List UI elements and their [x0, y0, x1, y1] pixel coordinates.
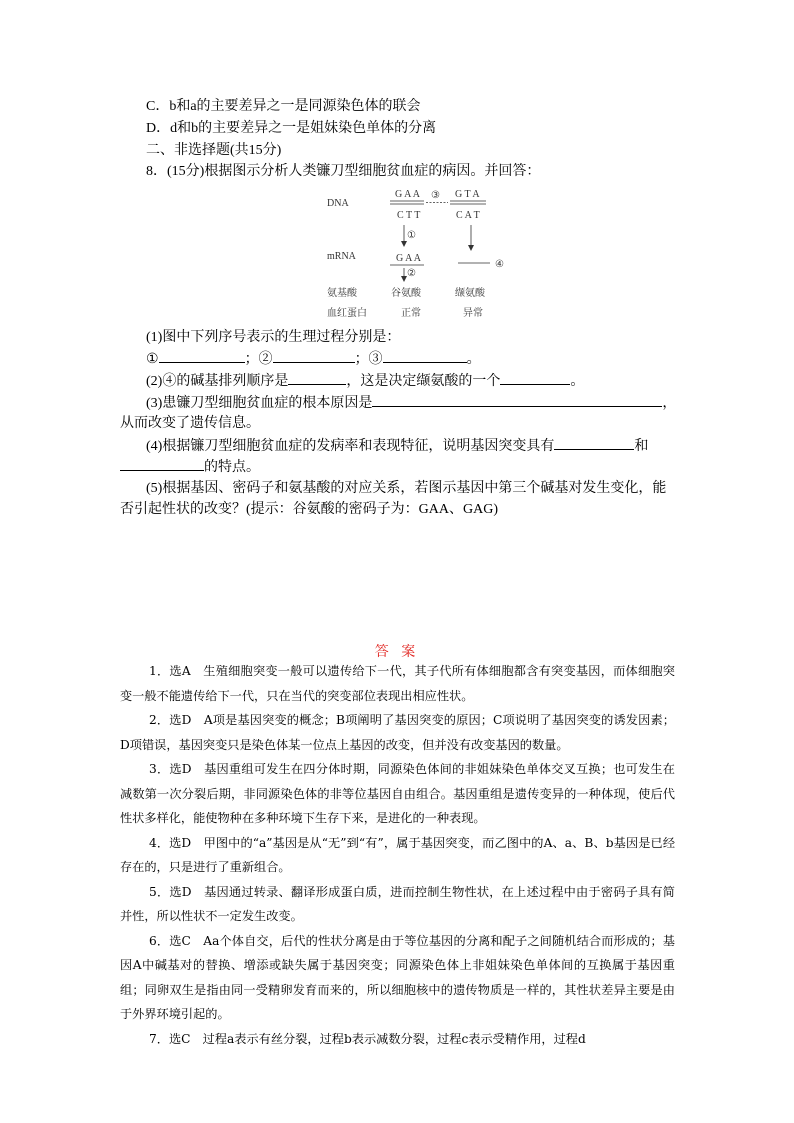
sub-question-4-cont	[120, 456, 260, 479]
answer-1: 1．选A 生殖细胞突变一般可以遗传给下一代，其子代所有体细胞都含有突变基因，而体细胞突变一般不能遗传给下一代，只在当代的突变部位表现出相应性状。	[120, 664, 675, 703]
aa-abnormal: 缬氨酸	[455, 288, 485, 299]
sub-question-1-blanks	[146, 348, 481, 371]
sub-question-3	[146, 392, 676, 415]
answers-title: 答 案	[374, 644, 420, 660]
answer-7: 7．选C 过程a表示有丝分裂，过程b表示减数分裂，过程c表示受精作用，过程d	[149, 1031, 586, 1046]
option-d: D．d和b的主要差异之一是姐妹染色单体的分离	[146, 121, 437, 136]
blank-root-cause[interactable]	[372, 392, 662, 407]
sub-question-4	[146, 435, 648, 458]
dna-top-left: G A A	[395, 189, 421, 200]
section-title: 二、非选择题(共15分)	[146, 143, 282, 158]
answer-3: 3．选D 基因重组可发生在四分体时期，同源染色体间的非姐妹染色单体交叉互换；也可发生在减数第一次分裂后期，非同源染色体的非等位基因自由组合。基因重组是遗传变异的一种体现，使后代性状多样化，能使物种在多种环境下生存下来，是进化的一种表现。	[120, 762, 675, 825]
dna-label: DNA	[327, 198, 349, 209]
dna-top-right: G T A	[455, 189, 480, 200]
blank-1[interactable]	[159, 348, 245, 363]
blank-codon[interactable]	[500, 370, 570, 385]
sub-question-3-cont: 从而改变了遗传信息。	[120, 416, 260, 431]
abnormal-label: 异常	[463, 308, 483, 319]
question-8-stem: 8．(15分)根据图示分析人类镰刀型细胞贫血症的病因。并回答：	[146, 164, 541, 179]
sub-question-2-text-a: (2)④的碱基排列顺序是	[146, 374, 289, 389]
option-c: C．b和a的主要差异之一是同源染色体的联会	[146, 99, 421, 114]
sub-question-4-text-a: (4)根据镰刀型细胞贫血症的发病率和表现特征，说明基因突变具有	[146, 439, 555, 454]
marker-1: ①	[407, 230, 416, 241]
blank-2-mark: ；②	[244, 352, 273, 367]
blank-feature-2[interactable]	[120, 456, 204, 471]
answer-4: 4．选D 甲图中的“a”基因是从“无”到“有”，属于基因突变，而乙图中的A、a、B、b基因是已经存在的，只是进行了重新组合。	[120, 835, 675, 874]
marker-2: ②	[407, 268, 416, 279]
sub-question-5: (5)根据基因、密码子和氨基酸的对应关系，若图示基因中第三个碱基对发生变化，能	[146, 481, 667, 496]
sub-question-2	[146, 370, 584, 393]
blank-feature-1[interactable]	[554, 435, 634, 450]
aa-label: 氨基酸	[327, 288, 357, 299]
answer-6: 6．选C Aa个体自交，后代的性状分离是由于等位基因的分离和配子之间随机结合而形成的；基因A中碱基对的替换、增添或缺失属于基因突变；同源染色体上非姐妹染色单体间的互换属于基因重组；同卵双生是指由同一受精卵发育而来的，所以细胞核中的遗传物质是一样的，其性状差异主要是由于外界环境引起的。	[120, 933, 675, 1021]
blank-3[interactable]	[383, 348, 467, 363]
blank-base-sequence[interactable]	[288, 370, 346, 385]
blank-end-mark: 。	[466, 352, 481, 367]
sub-question-5-cont: 否引起性状的改变？(提示：谷氨酸的密码子为：GAA、GAG)	[120, 502, 498, 517]
sickle-cell-diagram	[318, 183, 518, 321]
mrna-label: mRNA	[327, 251, 356, 262]
normal-label: 正常	[401, 308, 421, 319]
sub-question-3-text-a: (3)患镰刀型细胞贫血症的根本原因是	[146, 396, 373, 411]
mrna-seq: G A A	[396, 253, 422, 264]
blank-3-mark: ；③	[354, 352, 383, 367]
aa-normal: 谷氨酸	[391, 288, 421, 299]
marker-3: ③	[431, 190, 440, 201]
sub-question-3-text-b: ，	[662, 396, 677, 411]
sub-question-4-text-b: 和	[634, 439, 649, 454]
blank-1-mark: ①	[146, 352, 159, 367]
sub-question-4-text-c: 的特点。	[204, 460, 260, 475]
sub-question-1: (1)图中下列序号表示的生理过程分别是：	[146, 330, 401, 345]
answer-2: 2．选D A项是基因突变的概念；B项阐明了基因突变的原因；C项说明了基因突变的诱发因素；D项错误，基因突变只是染色体某一位点上基因的改变，但并没有改变基因的数量。	[120, 713, 675, 752]
hb-label: 血红蛋白	[327, 308, 367, 319]
dna-bottom-right: C A T	[456, 210, 480, 221]
sub-question-2-text-b: ，这是决定缬氨酸的一个	[346, 374, 501, 389]
sub-question-2-text-c: 。	[570, 374, 585, 389]
dna-bottom-left: C T T	[397, 210, 421, 221]
marker-4: ④	[495, 259, 504, 270]
blank-2[interactable]	[273, 348, 355, 363]
answer-5: 5．选D 基因通过转录、翻译形成蛋白质，进而控制生物性状，在上述过程中由于密码子具有简并性，所以性状不一定发生改变。	[120, 884, 675, 923]
answers-list	[120, 659, 675, 1051]
